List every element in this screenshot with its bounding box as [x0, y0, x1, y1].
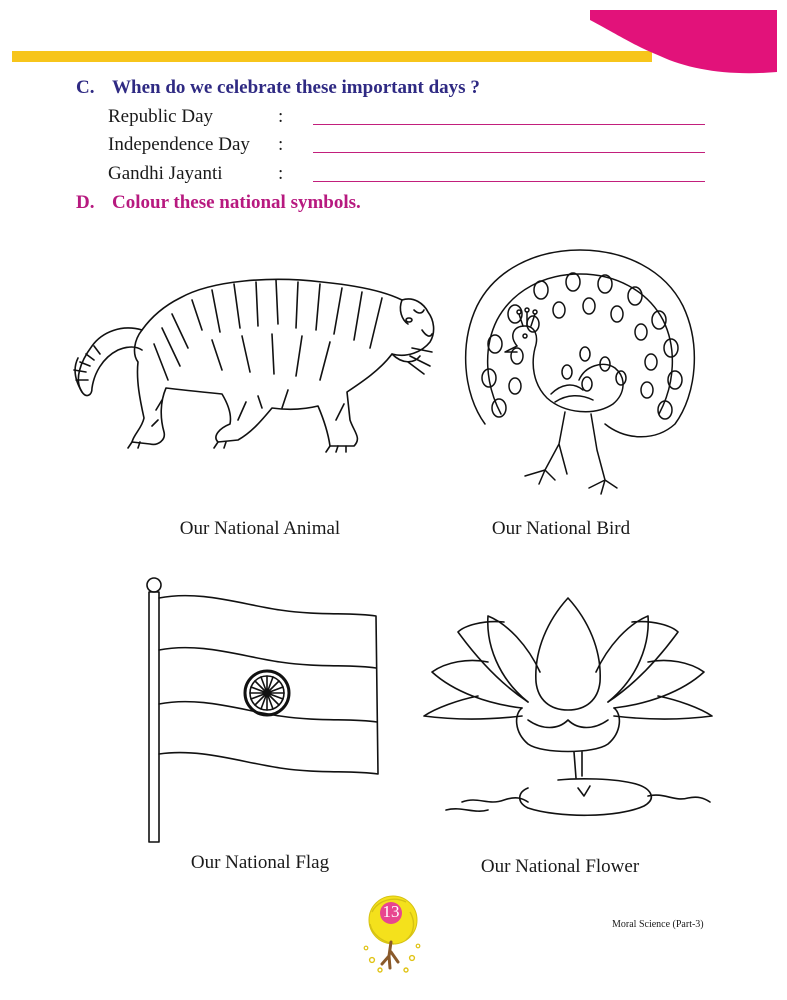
tiger-icon	[62, 270, 442, 460]
section-c-heading	[76, 77, 636, 101]
answer-row-colon: :	[278, 134, 284, 155]
answer-row-republic-day	[108, 106, 708, 132]
answer-row-colon: :	[278, 163, 284, 184]
book-title: Moral Science (Part-3)	[612, 919, 704, 930]
peacock-icon	[455, 244, 705, 499]
caption-national-animal: Our National Animal	[179, 518, 341, 539]
ashoka-chakra-icon	[245, 671, 289, 715]
lotus-icon	[418, 592, 718, 842]
answer-row-independence-day	[108, 134, 708, 160]
section-c-question: When do we celebrate these important days ?	[112, 77, 480, 98]
section-c-letter: C.	[76, 77, 95, 98]
answer-line[interactable]	[313, 124, 705, 125]
answer-row-colon: :	[278, 106, 284, 127]
page-number: 13	[382, 902, 400, 921]
answer-row-label: Independence Day	[108, 134, 250, 155]
top-yellow-band	[12, 51, 652, 62]
section-d-question: Colour these national symbols.	[112, 192, 361, 213]
answer-row-label: Gandhi Jayanti	[108, 163, 223, 184]
answer-line[interactable]	[313, 152, 705, 153]
caption-national-flag: Our National Flag	[190, 852, 330, 873]
flag-icon	[140, 576, 390, 846]
answer-row-gandhi-jayanti	[108, 163, 708, 189]
peacock-feather-eyes	[482, 273, 682, 419]
caption-national-bird: Our National Bird	[491, 518, 631, 539]
caption-national-flower: Our National Flower	[480, 856, 640, 877]
answer-row-label: Republic Day	[108, 106, 214, 127]
top-magenta-swoosh	[580, 10, 780, 76]
answer-line[interactable]	[313, 181, 705, 182]
section-d-heading	[76, 192, 476, 216]
section-d-letter: D.	[76, 192, 95, 213]
